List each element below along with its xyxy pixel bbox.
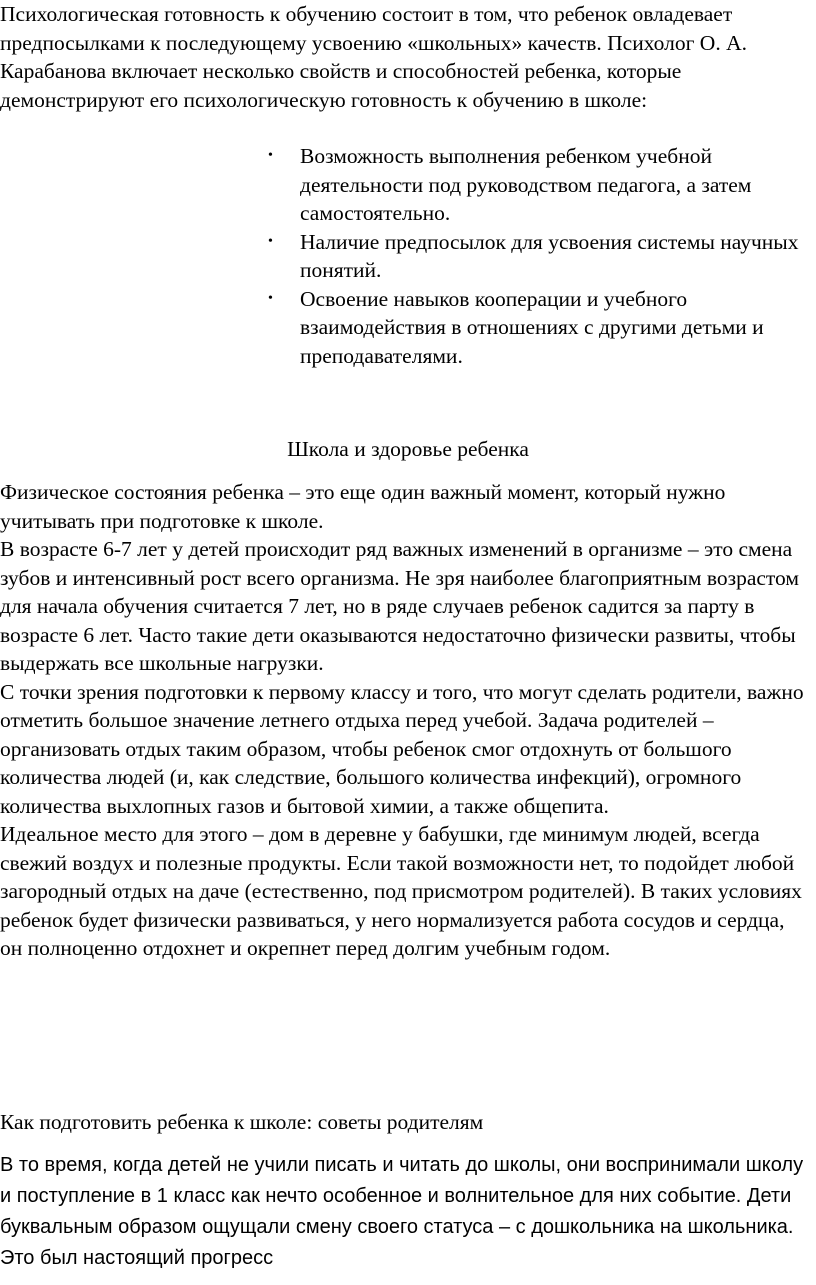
section-heading-tips: Как подготовить ребенка к школе: советы родителям xyxy=(0,1110,484,1134)
section-health-body xyxy=(0,478,810,963)
body-paragraph: С точки зрения подготовки к первому классу и того, что могут сделать родители, важно отметить большое значение летнего отдыха перед учебой. Задача родителей – организовать отдых таким образом, чтобы ребенок смог отдохнуть от большого количества людей (и, как следствие, большого количества инфекций), огромного количества выхлопных газов и бытовой химии, а также общепита. xyxy=(0,679,804,818)
tips-paragraph: В то время, когда детей не учили писать и читать до школы, они воспринимали школу и поступление в 1 класс как нечто особенное и волнительное для них событие. Дети буквальным образом ощущали смену своего статуса – с дошкольника на школьника. Это был настоящий прогресс xyxy=(0,1154,804,1269)
body-paragraph: Физическое состояния ребенка – это еще один важный момент, который нужно учитывать при подготовке к школе. xyxy=(0,480,726,533)
body-paragraph: В возрасте 6-7 лет у детей происходит ряд важных изменений в организме – это смена зубов и интенсивный рост всего организма. Не зря наиболее благоприятным возрастом для начала обучения считается 7 лет, но в ряде случаев ребенок садится за парту в возрасте 6 лет. Часто такие дети оказываются недостаточно физически развиты, чтобы выдержать все школьные нагрузки. xyxy=(0,537,799,675)
bullet-dot-icon: • xyxy=(268,233,273,249)
bullet-item xyxy=(268,228,816,285)
readiness-bullet-list xyxy=(268,142,816,370)
bullet-text: Освоение навыков кооперации и учебного взаимодействия в отношениях с другими детьми и преподавателями. xyxy=(300,286,764,368)
bullet-item xyxy=(268,142,816,228)
section-heading-health: Школа и здоровье ребенка xyxy=(287,437,529,461)
bullet-text: Возможность выполнения ребенком учебной деятельности под руководством педагога, а затем самостоятельно. xyxy=(300,144,752,225)
bullet-dot-icon: • xyxy=(268,148,273,163)
bullet-dot-icon: • xyxy=(268,290,273,306)
bullet-text: Наличие предпосылок для усвоения системы научных понятий. xyxy=(300,229,799,282)
intro-paragraph: Психологическая готовность к обучению состоит в том, что ребенок овладевает предпосылками к последующему усвоению «школьных» качеств. Психолог О. А. Карабанова включает несколько свойств и способностей ребенка, которые демонстрируют его психологическую готовность к обучению в школе: xyxy=(0,2,747,112)
bullet-item xyxy=(268,285,816,371)
body-paragraph: Идеальное место для этого – дом в деревне у бабушки, где минимум людей, всегда свежий воздух и полезные продукты. Если такой возможности нет, то подойдет любой загородный отдых на даче (естественно, под присмотром родителей). В таких условиях ребенок будет физически развиваться, у него нормализуется работа сосудов и сердца, он полноценно отдохнет и окрепнет перед долгим учебным годом. xyxy=(0,822,802,960)
